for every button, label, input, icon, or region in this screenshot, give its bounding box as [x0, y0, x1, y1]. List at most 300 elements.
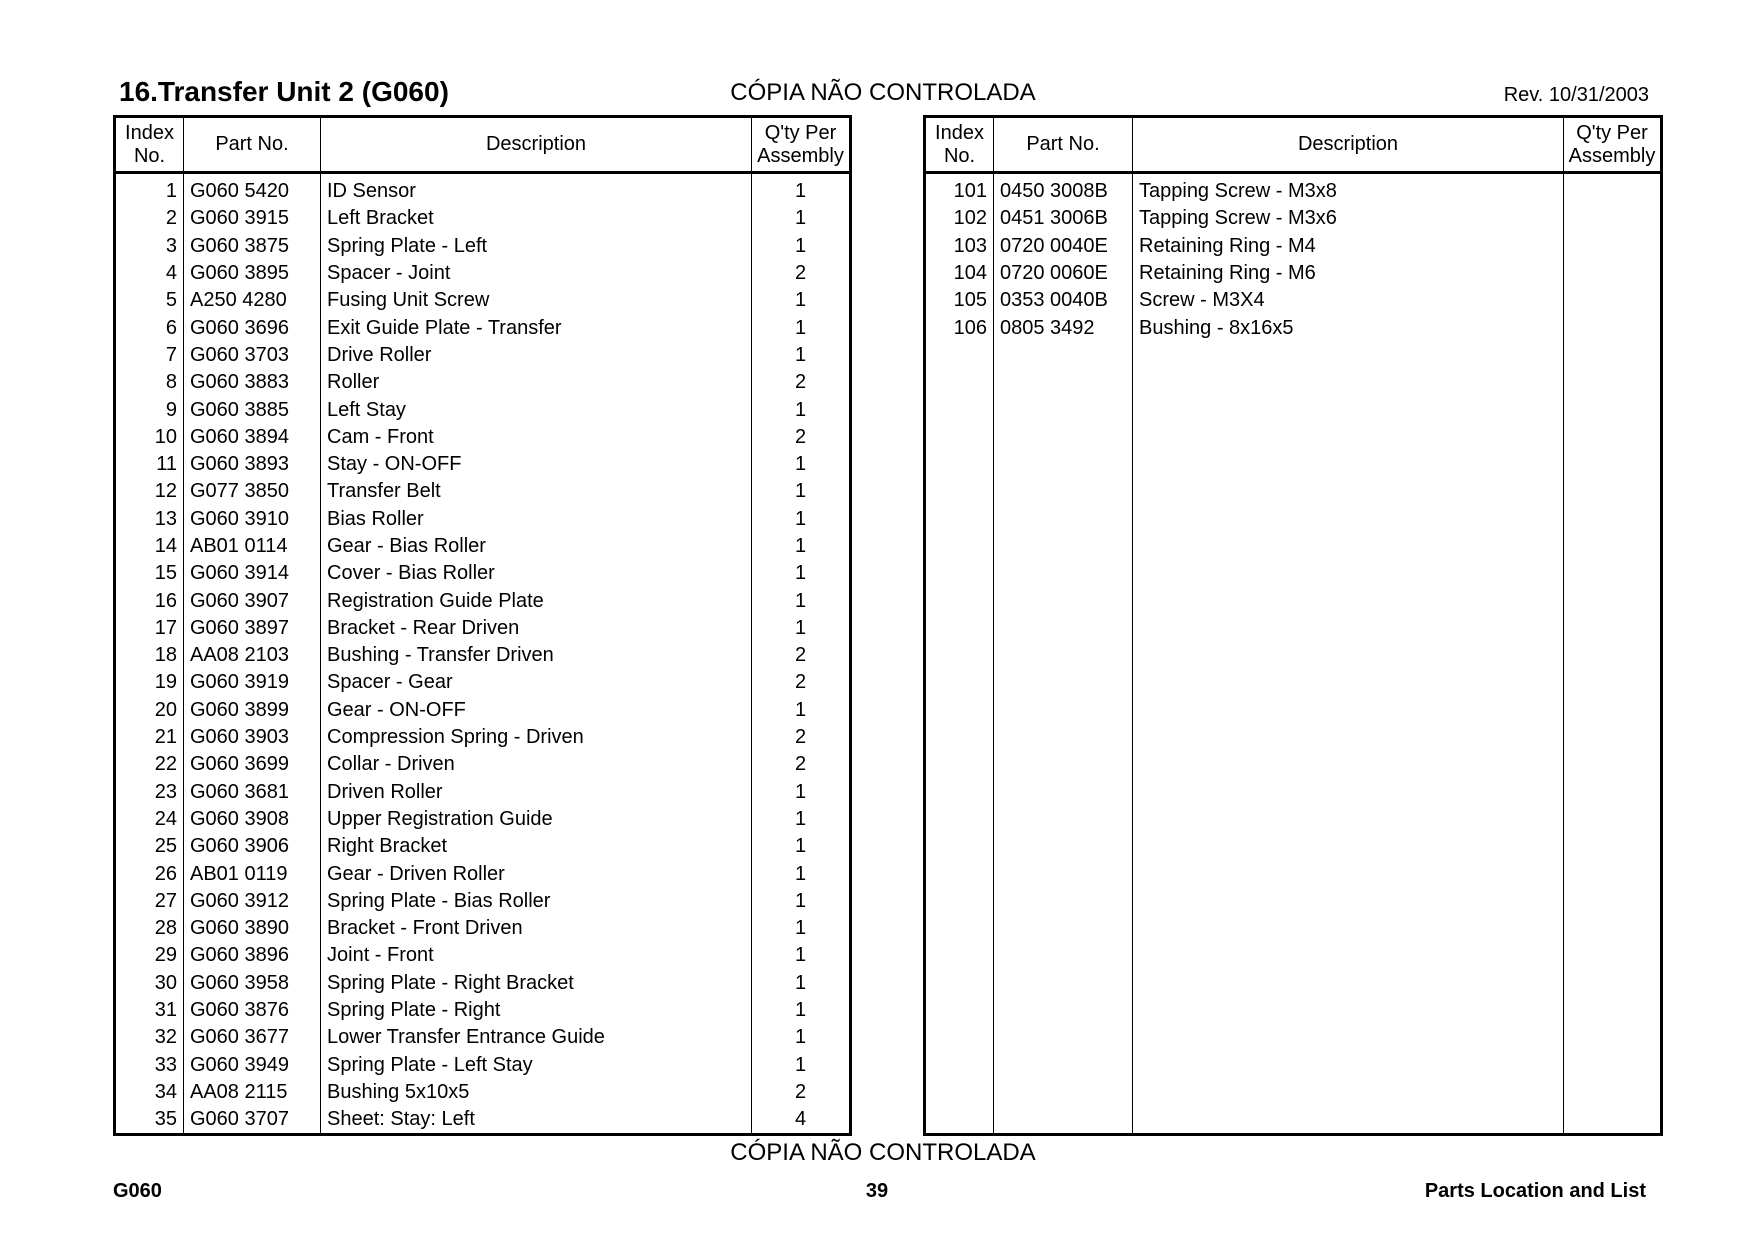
description-cell — [1133, 1106, 1564, 1135]
description-cell: Registration Guide Plate — [321, 587, 752, 614]
description-cell: Retaining Ring - M6 — [1133, 260, 1564, 287]
description-cell — [1133, 751, 1564, 778]
part-no-cell — [994, 1052, 1133, 1079]
index-cell: 7 — [115, 342, 184, 369]
description-cell: Tapping Screw - M3x8 — [1133, 173, 1564, 206]
part-no-cell — [994, 997, 1133, 1024]
part-no-cell — [994, 697, 1133, 724]
index-cell: 5 — [115, 287, 184, 314]
page-number: 39 — [865, 1180, 889, 1202]
empty-table-row — [925, 451, 1662, 478]
table-row — [115, 560, 851, 587]
qty-cell: 1 — [794, 398, 807, 421]
parts-table-left — [113, 115, 852, 1136]
part-no-cell: AA08 2103 — [184, 642, 321, 669]
index-cell: 18 — [115, 642, 184, 669]
index-cell: 25 — [115, 833, 184, 860]
description-cell — [1133, 997, 1564, 1024]
part-no-cell — [994, 451, 1133, 478]
qty-cell: 1 — [794, 889, 807, 912]
part-no-cell: G060 3677 — [184, 1024, 321, 1051]
table-row — [115, 1079, 851, 1106]
part-no-cell — [994, 942, 1133, 969]
description-cell: Collar - Driven — [321, 751, 752, 778]
index-cell — [925, 724, 994, 751]
table-row — [115, 506, 851, 533]
qty-cell: 1 — [794, 289, 807, 312]
index-cell — [925, 697, 994, 724]
description-cell — [1133, 1079, 1564, 1106]
part-no-cell: AB01 0114 — [184, 533, 321, 560]
qty-cell: 1 — [794, 999, 807, 1022]
footer-model: G060 — [113, 1180, 162, 1202]
index-cell — [925, 396, 994, 423]
qty-cell — [1564, 478, 1662, 505]
description-cell: Bias Roller — [321, 506, 752, 533]
table-row — [115, 751, 851, 778]
part-no-cell: G060 5420 — [184, 173, 321, 206]
qty-cell: 2 — [794, 1080, 807, 1103]
empty-table-row — [925, 396, 1662, 423]
qty-cell — [1564, 888, 1662, 915]
qty-cell — [1564, 997, 1662, 1024]
empty-table-row — [925, 888, 1662, 915]
header-index-line1: Index — [125, 121, 174, 144]
empty-table-row — [925, 478, 1662, 505]
qty-cell: 1 — [794, 616, 807, 639]
qty-cell — [1564, 860, 1662, 887]
table-row — [115, 478, 851, 505]
description-cell: Spring Plate - Right — [321, 997, 752, 1024]
parts-table-right — [923, 115, 1663, 1136]
part-no-cell: G060 3912 — [184, 888, 321, 915]
table-row — [115, 860, 851, 887]
table-row — [115, 342, 851, 369]
qty-cell: 1 — [794, 180, 807, 203]
part-no-cell: 0353 0040B — [994, 287, 1133, 314]
description-cell: Fusing Unit Screw — [321, 287, 752, 314]
index-cell — [925, 669, 994, 696]
qty-cell — [1564, 287, 1662, 314]
index-cell: 10 — [115, 424, 184, 451]
part-no-cell: G060 3894 — [184, 424, 321, 451]
description-cell: Gear - Driven Roller — [321, 860, 752, 887]
index-cell — [925, 751, 994, 778]
table-row — [115, 1024, 851, 1051]
empty-table-row — [925, 751, 1662, 778]
header-qty-line2: Assembly — [757, 144, 844, 167]
part-no-cell — [994, 779, 1133, 806]
qty-cell — [1564, 642, 1662, 669]
description-cell: Roller — [321, 369, 752, 396]
index-cell — [925, 1024, 994, 1051]
index-cell — [925, 970, 994, 997]
header-qty-line2: Assembly — [1568, 144, 1656, 167]
description-cell: Exit Guide Plate - Transfer — [321, 314, 752, 341]
part-no-cell — [994, 970, 1133, 997]
header-index-line2: No. — [133, 144, 166, 167]
description-cell — [1133, 369, 1564, 396]
table-row — [115, 424, 851, 451]
table-header-row — [925, 117, 1662, 173]
part-no-cell: G060 3876 — [184, 997, 321, 1024]
qty-cell — [1564, 942, 1662, 969]
part-no-cell: G060 3907 — [184, 587, 321, 614]
qty-cell: 2 — [794, 726, 807, 749]
column-header-qty — [752, 117, 851, 173]
empty-table-row — [925, 915, 1662, 942]
description-cell: Spacer - Gear — [321, 669, 752, 696]
qty-cell — [1564, 915, 1662, 942]
empty-table-row — [925, 424, 1662, 451]
qty-cell — [1564, 1024, 1662, 1051]
description-cell — [1133, 342, 1564, 369]
description-cell — [1133, 888, 1564, 915]
index-cell — [925, 642, 994, 669]
index-cell: 3 — [115, 233, 184, 260]
qty-cell — [1564, 1079, 1662, 1106]
qty-cell: 1 — [794, 507, 807, 530]
qty-cell — [1564, 1106, 1662, 1135]
description-cell: Tapping Screw - M3x6 — [1133, 205, 1564, 232]
description-cell: Drive Roller — [321, 342, 752, 369]
index-cell: 27 — [115, 888, 184, 915]
part-no-cell: 0451 3006B — [994, 205, 1133, 232]
qty-cell: 1 — [794, 1026, 807, 1049]
part-no-cell — [994, 1106, 1133, 1135]
part-no-cell: G060 3910 — [184, 506, 321, 533]
part-no-cell: G060 3899 — [184, 697, 321, 724]
index-cell: 103 — [925, 233, 994, 260]
empty-table-row — [925, 642, 1662, 669]
table-row — [115, 205, 851, 232]
qty-cell — [1564, 833, 1662, 860]
table-header-row — [115, 117, 851, 173]
index-cell — [925, 560, 994, 587]
table-row — [115, 233, 851, 260]
description-cell — [1133, 669, 1564, 696]
qty-cell — [1564, 1052, 1662, 1079]
part-no-cell: G060 3903 — [184, 724, 321, 751]
part-no-cell: G060 3875 — [184, 233, 321, 260]
watermark-bottom: CÓPIA NÃO CONTROLADA — [730, 1139, 1036, 1166]
empty-table-row — [925, 833, 1662, 860]
description-cell — [1133, 860, 1564, 887]
part-no-cell: 0720 0040E — [994, 233, 1133, 260]
description-cell — [1133, 587, 1564, 614]
index-cell — [925, 806, 994, 833]
qty-cell: 2 — [794, 671, 807, 694]
qty-cell: 1 — [794, 234, 807, 257]
description-cell: Right Bracket — [321, 833, 752, 860]
empty-table-row — [925, 533, 1662, 560]
qty-cell — [1564, 970, 1662, 997]
part-no-cell — [994, 424, 1133, 451]
qty-cell: 2 — [794, 371, 807, 394]
empty-table-row — [925, 1106, 1662, 1135]
index-cell: 102 — [925, 205, 994, 232]
qty-cell — [1564, 751, 1662, 778]
table-row — [115, 615, 851, 642]
index-cell: 13 — [115, 506, 184, 533]
index-cell — [925, 888, 994, 915]
part-no-cell — [994, 1024, 1133, 1051]
qty-cell: 1 — [794, 807, 807, 830]
table-row — [115, 451, 851, 478]
qty-cell — [1564, 587, 1662, 614]
header-qty-line1: Q'ty Per — [1576, 121, 1648, 144]
part-no-cell: G060 3896 — [184, 942, 321, 969]
parts-table-left-body — [115, 173, 851, 1135]
index-cell: 1 — [115, 173, 184, 206]
description-cell — [1133, 424, 1564, 451]
empty-table-row — [925, 1024, 1662, 1051]
qty-cell — [1564, 173, 1662, 206]
qty-cell — [1564, 615, 1662, 642]
index-cell — [925, 369, 994, 396]
column-header-part-no: Part No. — [994, 117, 1133, 173]
empty-table-row — [925, 560, 1662, 587]
table-row — [925, 233, 1662, 260]
empty-table-row — [925, 615, 1662, 642]
qty-cell: 2 — [794, 425, 807, 448]
part-no-cell: A250 4280 — [184, 287, 321, 314]
qty-cell: 1 — [794, 453, 807, 476]
description-cell: Spacer - Joint — [321, 260, 752, 287]
empty-table-row — [925, 669, 1662, 696]
qty-cell: 2 — [794, 644, 807, 667]
column-header-description: Description — [321, 117, 752, 173]
index-cell: 22 — [115, 751, 184, 778]
empty-table-row — [925, 369, 1662, 396]
qty-cell: 4 — [794, 1108, 807, 1131]
description-cell: Left Bracket — [321, 205, 752, 232]
qty-cell: 1 — [794, 316, 807, 339]
description-cell: Driven Roller — [321, 779, 752, 806]
header-index-line2: No. — [943, 144, 976, 167]
table-row — [925, 205, 1662, 232]
header-qty-line1: Q'ty Per — [764, 121, 837, 144]
parts-table-right-body — [925, 173, 1662, 1135]
table-row — [115, 396, 851, 423]
description-cell — [1133, 560, 1564, 587]
index-cell — [925, 424, 994, 451]
index-cell: 104 — [925, 260, 994, 287]
qty-cell — [1564, 314, 1662, 341]
qty-cell — [1564, 779, 1662, 806]
index-cell: 19 — [115, 669, 184, 696]
part-no-cell — [994, 478, 1133, 505]
part-no-cell: G060 3914 — [184, 560, 321, 587]
index-cell: 2 — [115, 205, 184, 232]
description-cell: Bushing 5x10x5 — [321, 1079, 752, 1106]
part-no-cell: G077 3850 — [184, 478, 321, 505]
index-cell: 28 — [115, 915, 184, 942]
index-cell — [925, 833, 994, 860]
qty-cell — [1564, 669, 1662, 696]
qty-cell — [1564, 369, 1662, 396]
table-row — [115, 970, 851, 997]
description-cell — [1133, 533, 1564, 560]
description-cell: Left Stay — [321, 396, 752, 423]
qty-cell: 1 — [794, 535, 807, 557]
table-row — [115, 779, 851, 806]
part-no-cell: AA08 2115 — [184, 1079, 321, 1106]
part-no-cell: AB01 0119 — [184, 860, 321, 887]
description-cell — [1133, 642, 1564, 669]
qty-cell: 1 — [794, 480, 807, 503]
empty-table-row — [925, 587, 1662, 614]
part-no-cell: 0720 0060E — [994, 260, 1133, 287]
part-no-cell — [994, 560, 1133, 587]
index-cell: 105 — [925, 287, 994, 314]
page-title: 16.Transfer Unit 2 (G060) — [119, 76, 449, 107]
table-row — [115, 1106, 851, 1135]
qty-cell: 2 — [794, 753, 807, 776]
index-cell: 106 — [925, 314, 994, 341]
part-no-cell — [994, 506, 1133, 533]
description-cell — [1133, 478, 1564, 505]
table-row — [115, 369, 851, 396]
description-cell: Retaining Ring - M4 — [1133, 233, 1564, 260]
index-cell: 101 — [925, 173, 994, 206]
index-cell: 4 — [115, 260, 184, 287]
index-cell: 20 — [115, 697, 184, 724]
description-cell: Stay - ON-OFF — [321, 451, 752, 478]
table-row — [115, 697, 851, 724]
qty-cell — [1564, 205, 1662, 232]
part-no-cell: 0805 3492 — [994, 314, 1133, 341]
qty-cell: 1 — [794, 780, 807, 803]
index-cell — [925, 1106, 994, 1135]
index-cell — [925, 615, 994, 642]
qty-cell — [1564, 451, 1662, 478]
index-cell: 31 — [115, 997, 184, 1024]
description-cell — [1133, 779, 1564, 806]
description-cell: Spring Plate - Left — [321, 233, 752, 260]
description-cell: Bushing - 8x16x5 — [1133, 314, 1564, 341]
qty-cell: 1 — [794, 698, 807, 721]
description-cell: Cam - Front — [321, 424, 752, 451]
qty-cell: 1 — [794, 562, 807, 585]
watermark-top: CÓPIA NÃO CONTROLADA — [730, 79, 1036, 106]
column-header-qty — [1564, 117, 1662, 173]
part-no-cell: G060 3893 — [184, 451, 321, 478]
part-no-cell: G060 3908 — [184, 806, 321, 833]
empty-table-row — [925, 970, 1662, 997]
description-cell: Upper Registration Guide — [321, 806, 752, 833]
table-row — [115, 260, 851, 287]
part-no-cell: G060 3895 — [184, 260, 321, 287]
description-cell: Cover - Bias Roller — [321, 560, 752, 587]
index-cell: 34 — [115, 1079, 184, 1106]
index-cell — [925, 451, 994, 478]
index-cell: 15 — [115, 560, 184, 587]
part-no-cell — [994, 615, 1133, 642]
index-cell — [925, 997, 994, 1024]
index-cell: 21 — [115, 724, 184, 751]
index-cell: 9 — [115, 396, 184, 423]
footer-section-title: Parts Location and List — [1424, 1180, 1646, 1202]
description-cell: Gear - ON-OFF — [321, 697, 752, 724]
index-cell — [925, 942, 994, 969]
index-cell: 6 — [115, 314, 184, 341]
table-row — [115, 942, 851, 969]
revision-date: Rev. 10/31/2003 — [1503, 84, 1649, 106]
index-cell: 29 — [115, 942, 184, 969]
description-cell: Compression Spring - Driven — [321, 724, 752, 751]
index-cell — [925, 506, 994, 533]
part-no-cell: G060 3707 — [184, 1106, 321, 1135]
description-cell: Spring Plate - Left Stay — [321, 1052, 752, 1079]
column-header-description: Description — [1133, 117, 1564, 173]
column-header-index — [925, 117, 994, 173]
part-no-cell: G060 3919 — [184, 669, 321, 696]
description-cell — [1133, 724, 1564, 751]
part-no-cell — [994, 833, 1133, 860]
index-cell — [925, 779, 994, 806]
part-no-cell: 0450 3008B — [994, 173, 1133, 206]
empty-table-row — [925, 779, 1662, 806]
qty-cell: 1 — [794, 343, 807, 366]
part-no-cell: G060 3890 — [184, 915, 321, 942]
index-cell: 8 — [115, 369, 184, 396]
description-cell — [1133, 615, 1564, 642]
qty-cell: 1 — [794, 971, 807, 994]
index-cell — [925, 915, 994, 942]
index-cell: 26 — [115, 860, 184, 887]
part-no-cell — [994, 342, 1133, 369]
table-row — [115, 533, 851, 560]
qty-cell — [1564, 697, 1662, 724]
qty-cell — [1564, 342, 1662, 369]
description-cell: Bracket - Front Driven — [321, 915, 752, 942]
qty-cell — [1564, 424, 1662, 451]
description-cell: Gear - Bias Roller — [321, 533, 752, 560]
qty-cell: 1 — [794, 862, 807, 885]
table-row — [115, 314, 851, 341]
part-no-cell: G060 3906 — [184, 833, 321, 860]
qty-cell — [1564, 396, 1662, 423]
empty-table-row — [925, 506, 1662, 533]
empty-table-row — [925, 342, 1662, 369]
description-cell: Sheet: Stay: Left — [321, 1106, 752, 1135]
part-no-cell: G060 3885 — [184, 396, 321, 423]
qty-cell — [1564, 260, 1662, 287]
description-cell — [1133, 1024, 1564, 1051]
table-row — [115, 888, 851, 915]
table-row — [925, 287, 1662, 314]
description-cell: Lower Transfer Entrance Guide — [321, 1024, 752, 1051]
empty-table-row — [925, 724, 1662, 751]
part-no-cell — [994, 806, 1133, 833]
description-cell — [1133, 970, 1564, 997]
description-cell — [1133, 506, 1564, 533]
index-cell: 16 — [115, 587, 184, 614]
column-header-part-no: Part No. — [184, 117, 321, 173]
table-row — [115, 997, 851, 1024]
description-cell — [1133, 833, 1564, 860]
index-cell — [925, 860, 994, 887]
qty-cell: 1 — [794, 1053, 807, 1076]
description-cell — [1133, 1052, 1564, 1079]
qty-cell — [1564, 506, 1662, 533]
index-cell: 12 — [115, 478, 184, 505]
column-header-index — [115, 117, 184, 173]
qty-cell: 1 — [794, 944, 807, 967]
description-cell: Screw - M3X4 — [1133, 287, 1564, 314]
part-no-cell — [994, 533, 1133, 560]
